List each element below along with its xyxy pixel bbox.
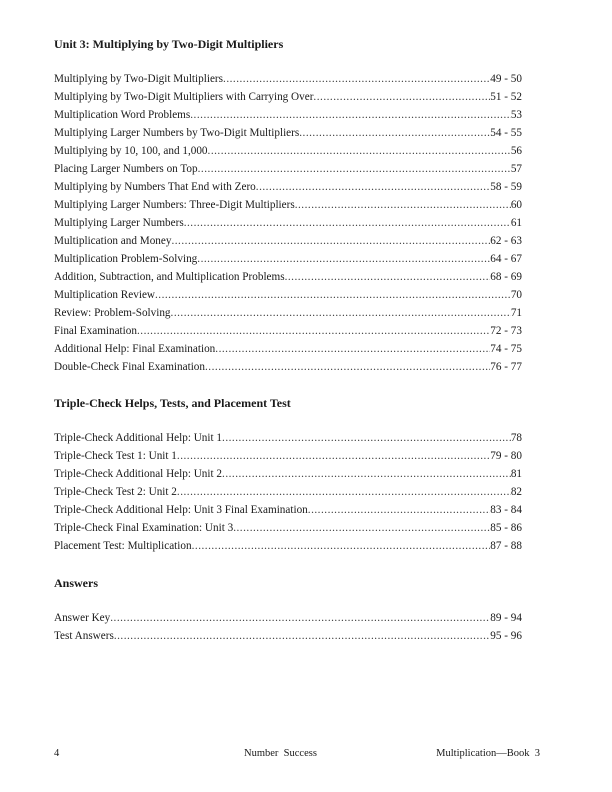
toc-section-unit-3	[54, 37, 522, 376]
entry-title: Final Examination	[54, 325, 137, 337]
dot-leader	[308, 501, 491, 519]
entry-title: Placement Test: Multiplication	[54, 540, 192, 552]
dot-leader	[222, 465, 511, 483]
book-title: Multiplication—Book 3	[436, 748, 540, 759]
dot-leader	[110, 609, 490, 627]
toc-entry	[54, 250, 522, 268]
entry-title: Multiplying Larger Numbers	[54, 217, 184, 229]
entry-title: Triple-Check Test 1: Unit 1	[54, 450, 177, 462]
toc-entry	[54, 465, 522, 483]
entry-pages: 81	[510, 468, 522, 480]
entry-title: Addition, Subtraction, and Multiplication Problems	[54, 271, 285, 283]
toc-entry	[54, 124, 522, 142]
dot-leader	[177, 447, 490, 465]
entry-pages: 87 - 88	[490, 540, 522, 552]
entry-pages: 82	[510, 486, 522, 498]
toc-entry	[54, 178, 522, 196]
section-heading: Triple-Check Helps, Tests, and Placement Test	[54, 396, 291, 410]
entry-pages: 56	[510, 145, 522, 157]
toc-entry	[54, 232, 522, 250]
toc-entry	[54, 483, 522, 501]
dot-leader	[299, 124, 490, 142]
toc-list	[54, 70, 522, 376]
entry-pages: 68 - 69	[490, 271, 522, 283]
entry-title: Multiplying Larger Numbers: Three-Digit Multipliers	[54, 199, 295, 211]
entry-title: Triple-Check Test 2: Unit 2	[54, 486, 177, 498]
dot-leader	[222, 429, 511, 447]
section-heading: Unit 3: Multiplying by Two-Digit Multipliers	[54, 37, 284, 51]
dot-leader	[177, 483, 511, 501]
dot-leader	[184, 214, 511, 232]
entry-title: Multiplying by 10, 100, and 1,000	[54, 145, 208, 157]
series-title: Number Success	[244, 748, 317, 759]
entry-title: Triple-Check Final Examination: Unit 3	[54, 522, 234, 534]
entry-pages: 85 - 86	[490, 522, 522, 534]
entry-title: Review: Problem-Solving	[54, 307, 171, 319]
dot-leader	[171, 304, 511, 322]
page-number: 4	[54, 748, 60, 759]
toc-entry	[54, 322, 522, 340]
entry-pages: 60	[510, 199, 522, 211]
entry-title: Triple-Check Additional Help: Unit 3 Final Examination	[54, 504, 308, 516]
dot-leader	[155, 286, 511, 304]
entry-pages: 83 - 84	[490, 504, 522, 516]
dot-leader	[295, 196, 511, 214]
toc-entry	[54, 106, 522, 124]
entry-title: Answer Key	[54, 612, 111, 624]
entry-pages: 76 - 77	[490, 361, 522, 373]
section-heading: Answers	[54, 576, 98, 590]
toc-entry	[54, 142, 522, 160]
toc-entry	[54, 196, 522, 214]
dot-leader	[233, 519, 490, 537]
toc-entry	[54, 627, 522, 645]
entry-title: Placing Larger Numbers on Top	[54, 163, 198, 175]
dot-leader	[313, 88, 490, 106]
entry-title: Additional Help: Final Examination	[54, 343, 216, 355]
entry-pages: 64 - 67	[490, 253, 522, 265]
toc-section-triple-check	[54, 396, 522, 555]
entry-pages: 95 - 96	[490, 630, 522, 642]
entry-pages: 53	[510, 109, 522, 121]
entry-pages: 71	[510, 307, 522, 319]
toc-entry	[54, 268, 522, 286]
toc-entry	[54, 447, 522, 465]
entry-pages: 57	[510, 163, 522, 175]
entry-title: Multiplying by Two-Digit Multipliers with Carrying Over	[54, 91, 314, 103]
dot-leader	[192, 537, 491, 555]
toc-entry	[54, 609, 522, 627]
toc-list	[54, 609, 522, 645]
toc-entry	[54, 537, 522, 555]
toc-entry	[54, 519, 522, 537]
dot-leader	[114, 627, 490, 645]
entry-title: Multiplying by Numbers That End with Zero	[54, 181, 256, 193]
toc-section-answers	[54, 576, 522, 645]
entry-pages: 89 - 94	[490, 612, 522, 624]
entry-title: Multiplying Larger Numbers by Two-Digit Multipliers	[54, 127, 300, 139]
entry-title: Multiplying by Two-Digit Multipliers	[54, 73, 224, 85]
toc-entry	[54, 88, 522, 106]
toc-entry	[54, 340, 522, 358]
entry-title: Test Answers	[54, 630, 114, 642]
entry-title: Triple-Check Additional Help: Unit 1	[54, 432, 223, 444]
toc-entry	[54, 501, 522, 519]
dot-leader	[215, 340, 490, 358]
toc-entry	[54, 286, 522, 304]
dot-leader	[256, 178, 491, 196]
entry-pages: 61	[510, 217, 522, 229]
toc-entry	[54, 358, 522, 376]
entry-title: Double-Check Final Examination	[54, 361, 205, 373]
entry-pages: 79 - 80	[490, 450, 522, 462]
entry-pages: 54 - 55	[490, 127, 522, 139]
toc-entry	[54, 160, 522, 178]
entry-pages: 49 - 50	[490, 73, 522, 85]
dot-leader	[198, 160, 511, 178]
dot-leader	[205, 358, 490, 376]
toc-entry	[54, 214, 522, 232]
entry-pages: 78	[510, 432, 522, 444]
entry-pages: 72 - 73	[490, 325, 522, 337]
dot-leader	[223, 70, 490, 88]
toc-entry	[54, 304, 522, 322]
toc-entry	[54, 70, 522, 88]
toc-entry	[54, 429, 522, 447]
dot-leader	[208, 142, 511, 160]
toc-list	[54, 429, 522, 555]
dot-leader	[190, 106, 511, 124]
entry-pages: 58 - 59	[490, 181, 522, 193]
entry-pages: 74 - 75	[490, 343, 522, 355]
dot-leader	[197, 250, 490, 268]
entry-title: Multiplication and Money	[54, 235, 172, 247]
entry-title: Triple-Check Additional Help: Unit 2	[54, 468, 223, 480]
dot-leader	[285, 268, 491, 286]
dot-leader	[137, 322, 490, 340]
entry-title: Multiplication Word Problems	[54, 109, 191, 121]
entry-pages: 70	[510, 289, 522, 301]
entry-title: Multiplication Problem-Solving	[54, 253, 198, 265]
dot-leader	[171, 232, 490, 250]
entry-title: Multiplication Review	[54, 289, 155, 301]
entry-pages: 62 - 63	[490, 235, 522, 247]
entry-pages: 51 - 52	[490, 91, 522, 103]
